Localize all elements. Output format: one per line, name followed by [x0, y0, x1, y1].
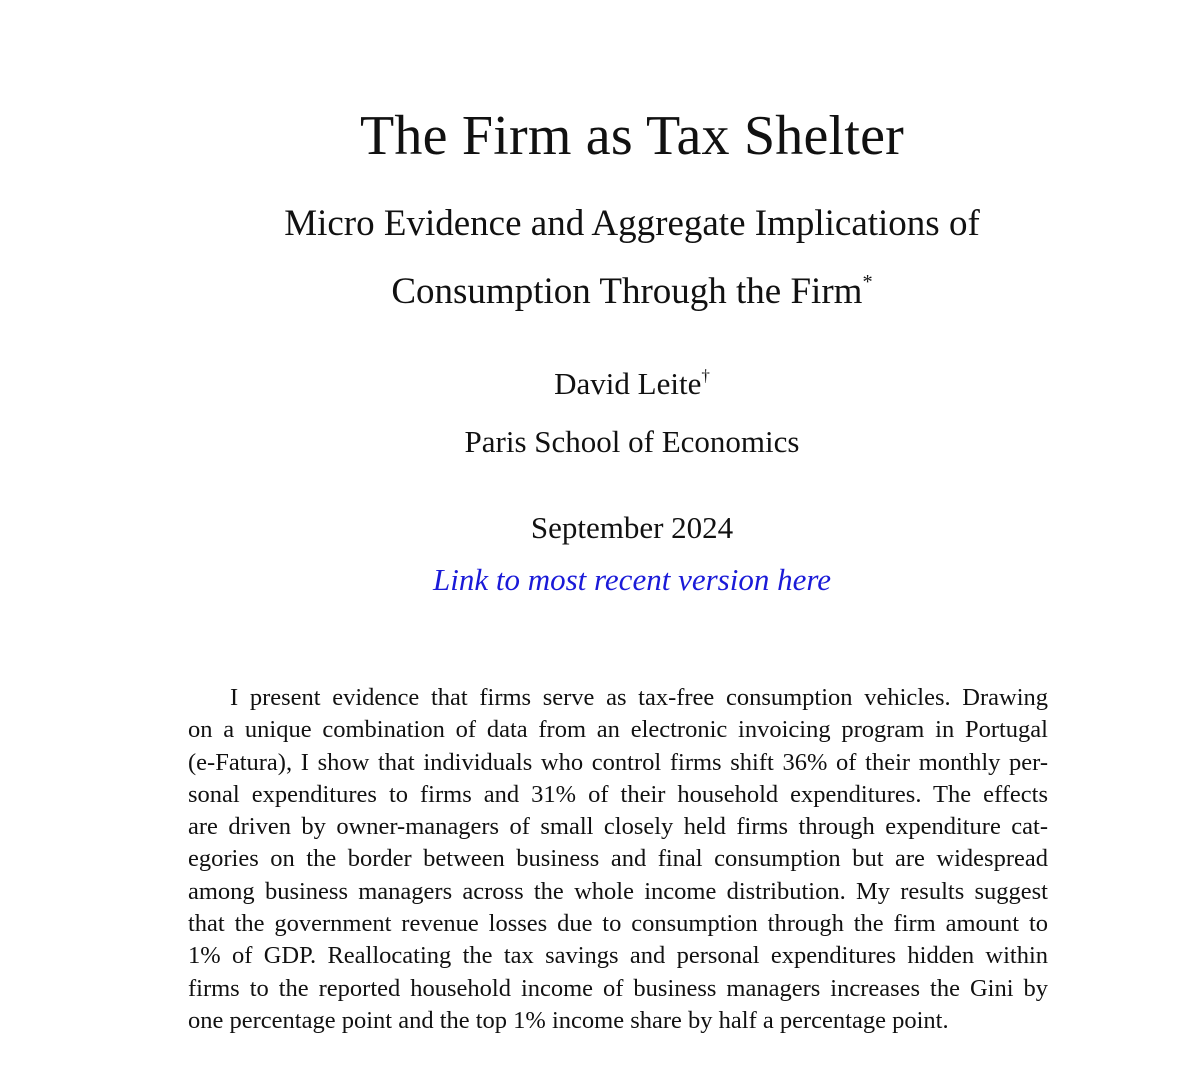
abstract-line: egories on the border between business and final consumption but are widespread — [188, 845, 1048, 873]
subtitle-line-1: Micro Evidence and Aggregate Implications of — [284, 203, 980, 244]
paper-title: The Firm as Tax Shelter — [360, 105, 904, 167]
recent-version-link[interactable]: Link to most recent version here — [432, 562, 832, 597]
author-affiliation: Paris School of Economics — [464, 424, 800, 459]
abstract-line: (e-Fatura), I show that individuals who control firms shift 36% of their monthly per- — [188, 748, 1048, 776]
paper-subtitle — [0, 190, 1200, 326]
author-footnote-mark[interactable]: † — [701, 366, 710, 386]
publication-date: September 2024 — [530, 510, 734, 545]
abstract-line: on a unique combination of data from an electronic invoicing program in Portugal — [188, 716, 1048, 744]
author-name — [0, 362, 1200, 406]
abstract-line: among business managers across the whole income distribution. My results suggest — [188, 877, 1048, 905]
abstract-line: sonal expenditures to firms and 31% of their household expenditures. The effects — [188, 780, 1048, 808]
subtitle-line-2 — [0, 258, 1200, 326]
abstract-line: 1% of GDP. Reallocating the tax savings and personal expenditures hidden within — [188, 942, 1048, 970]
subtitle-line-2-text: Consumption Through the Firm — [391, 271, 863, 312]
abstract-line: I present evidence that firms serve as tax-free consumption vehicles. Drawing — [230, 684, 1048, 711]
subtitle-footnote-mark[interactable]: * — [862, 270, 873, 293]
abstract-line: firms to the reported household income of business managers increases the Gini by — [188, 974, 1048, 1002]
abstract — [188, 682, 1048, 1037]
abstract-line: that the government revenue losses due to consumption through the firm amount to — [188, 910, 1048, 938]
author-name-text: David Leite — [554, 366, 702, 401]
abstract-line: one percentage point and the top 1% income share by half a percentage point. — [188, 1006, 949, 1034]
abstract-line: are driven by owner-managers of small closely held firms through expenditure cat- — [188, 813, 1048, 841]
